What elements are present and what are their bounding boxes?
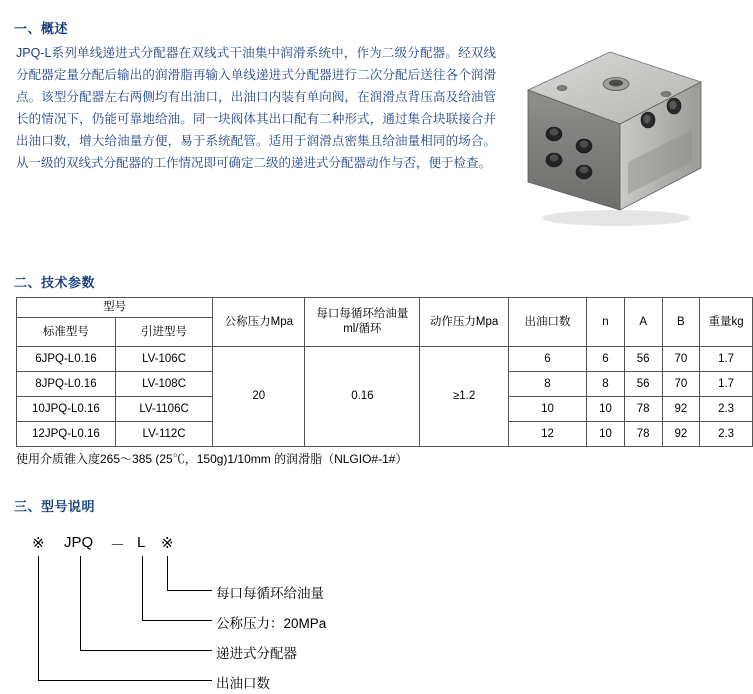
designation-label-1: 每口每循环给油量 [216, 586, 324, 601]
th-outlet-count: 出油口数 [508, 298, 586, 347]
cell-action-pressure: ≥1.2 [420, 347, 508, 447]
th-nominal-pressure: 公称压力Mpa [213, 298, 305, 347]
th-output-line1: 每口每循环给油量 [316, 308, 409, 320]
cell-nominal-pressure: 20 [213, 347, 305, 447]
leader-hline-4 [38, 680, 212, 681]
spec-table-wrapper [16, 297, 753, 447]
designation-label-3: 递进式分配器 [216, 646, 297, 661]
cell-outlet-count: 10 [508, 397, 586, 422]
overview-paragraph [16, 42, 496, 174]
cell-a: 56 [624, 347, 662, 372]
leader-vline-3 [80, 556, 81, 650]
th-b: B [662, 298, 700, 347]
cell-a: 78 [624, 422, 662, 447]
cell-n: 10 [587, 422, 625, 447]
section-heading-specs: 二、技术参数 [14, 275, 96, 290]
cell-b: 70 [662, 347, 700, 372]
cell-n: 10 [587, 397, 625, 422]
th-weight: 重量kg [700, 298, 753, 347]
th-model-std: 标准型号 [17, 318, 116, 347]
leader-hline-3 [80, 650, 212, 651]
cell-n: 8 [587, 372, 625, 397]
cell-outlet-count: 6 [508, 347, 586, 372]
cell-b: 92 [662, 397, 700, 422]
cell-weight: 1.7 [700, 372, 753, 397]
mark-right-token: ※ [161, 535, 174, 552]
table-header-row-1 [17, 298, 753, 318]
cell-output-per-cycle: 0.16 [305, 347, 420, 447]
series-code-token: JPQ [64, 534, 94, 551]
th-n: n [587, 298, 625, 347]
cell-weight: 2.3 [700, 397, 753, 422]
cell-weight: 2.3 [700, 422, 753, 447]
type-code-token: L [137, 534, 146, 551]
cell-outlet-count: 12 [508, 422, 586, 447]
cell-model-import: LV-108C [115, 372, 212, 397]
cell-outlet-count: 8 [508, 372, 586, 397]
cell-model-std: 12JPQ-L0.16 [17, 422, 116, 447]
th-model-group: 型号 [17, 298, 213, 318]
cell-a: 78 [624, 397, 662, 422]
designation-label-2: 公称压力：20MPa [216, 616, 327, 631]
leader-vline-4 [38, 556, 39, 680]
cell-n: 6 [587, 347, 625, 372]
leader-vline-2 [142, 556, 143, 620]
spec-table [16, 297, 753, 447]
mark-left-token: ※ [32, 535, 45, 552]
th-output-per-cycle [305, 298, 420, 347]
designation-label-4: 出油口数 [216, 676, 270, 691]
leader-hline-2 [142, 620, 212, 621]
cell-model-import: LV-112C [115, 422, 212, 447]
table-row [17, 347, 753, 372]
th-action-pressure: 动作压力Mpa [420, 298, 508, 347]
cell-a: 56 [624, 372, 662, 397]
cell-model-std: 8JPQ-L0.16 [17, 372, 116, 397]
cell-b: 92 [662, 422, 700, 447]
cell-b: 70 [662, 372, 700, 397]
dash-token: － [110, 537, 126, 554]
spec-note: 使用介质锥入度265～385 (25℃，150g)1/10mm 的润滑脂（NLGIO#-1#） [16, 452, 408, 466]
product-photo [516, 42, 716, 232]
cell-weight: 1.7 [700, 347, 753, 372]
cell-model-import: LV-106C [115, 347, 212, 372]
model-designation-diagram [0, 520, 753, 694]
section-heading-designation: 三、型号说明 [14, 499, 96, 514]
overview-text: JPQ-L系列单线递进式分配器在双线式干油集中润滑系统中，作为二级分配器。经双线分配器定量分配后输出的润滑脂再输入单线递进式分配器进行二次分配后送往各个润滑点。该型分配器左右两侧均有出油口，出油口内装有单向阀，在润滑点背压高及给油管长的情况下，仍能可靠地给油。同一块阀体其出口配有二种形式，通过集合块联接合并出油口数，增大给油量方便，易于系统配管。适用于润滑点密集且给油量相同的场合。从一级的双线式分配器的工作情况即可确定二级的递进式分配器动作与否，便于检查。 [16, 46, 496, 170]
leader-hline-1 [167, 590, 212, 591]
section-heading-overview: 一、概述 [14, 21, 69, 36]
cell-model-std: 10JPQ-L0.16 [17, 397, 116, 422]
cell-model-import: LV-1106C [115, 397, 212, 422]
th-output-line2: ml/循环 [343, 323, 382, 335]
cell-model-std: 6JPQ-L0.16 [17, 347, 116, 372]
th-model-import: 引进型号 [115, 318, 212, 347]
th-a: A [624, 298, 662, 347]
leader-vline-1 [167, 556, 168, 590]
